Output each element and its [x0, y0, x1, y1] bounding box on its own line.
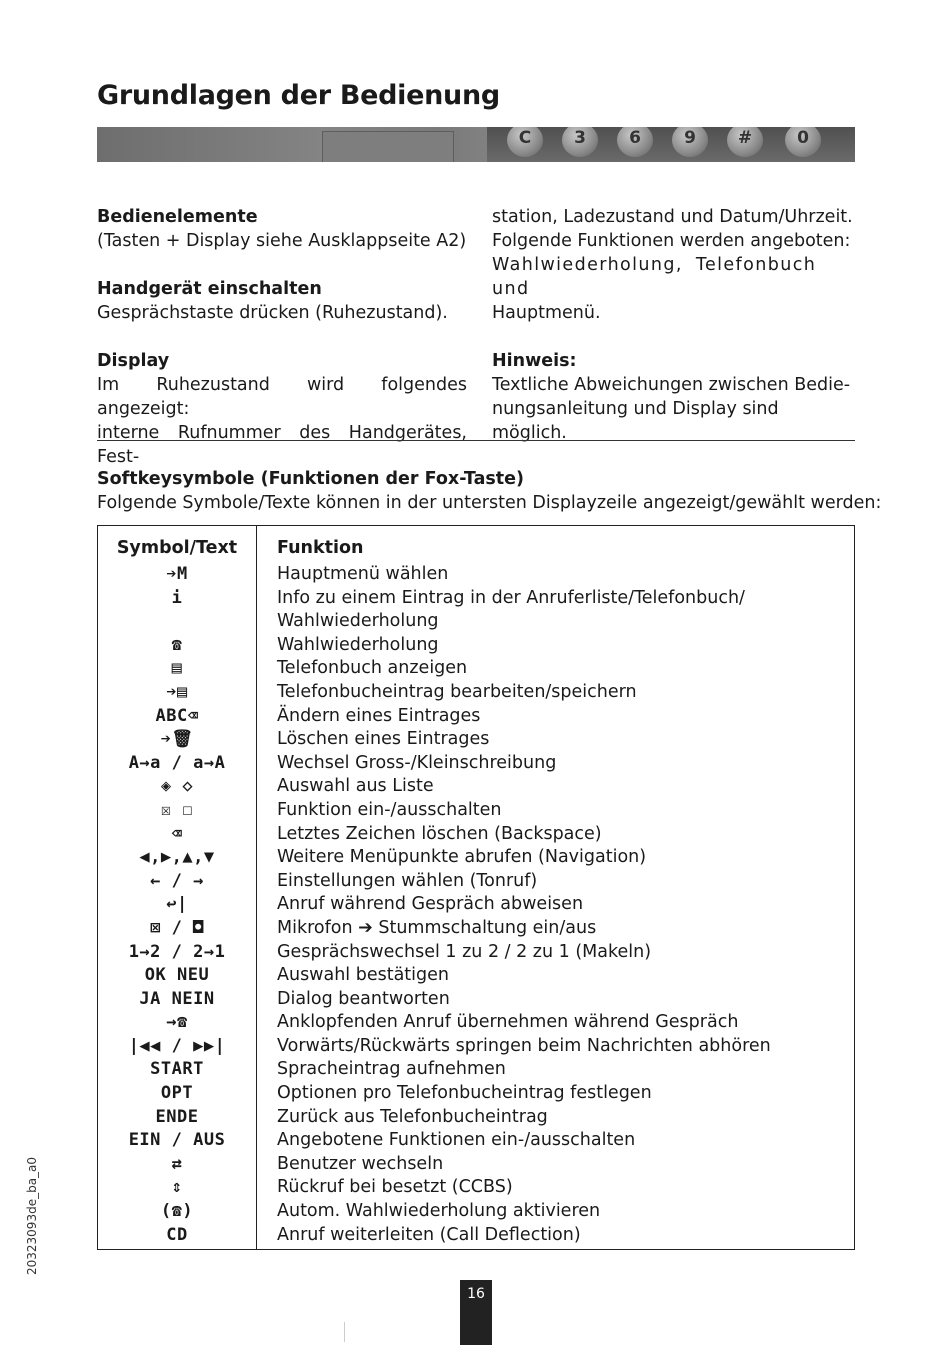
table-row [98, 657, 854, 681]
softkey-function: Autom. Wahlwiederholung aktivieren [277, 1201, 601, 1222]
softkey-function: Einstellungen wählen (Tonruf) [277, 870, 538, 891]
softkeys-title: Softkeysymbole (Funktionen der Fox-Taste) [97, 469, 525, 489]
softkey-function: Angebotene Funktionen ein-/ausschalten [277, 1130, 636, 1151]
softkey-function: Weitere Menüpunkte abrufen (Navigation) [277, 847, 647, 868]
phone-keypad-banner [97, 127, 855, 162]
table-row [98, 1106, 854, 1130]
table-row [98, 799, 854, 823]
softkey-function: Mikrofon ➔ Stummschaltung ein/aus [277, 917, 597, 938]
softkey-symbol: ◀,▶,▲,▼ [139, 847, 215, 868]
table-row [98, 917, 854, 941]
softkey-table [97, 525, 855, 1250]
text-display-line2: interne Rufnummer des Handgerätes, Fest- [97, 423, 467, 467]
softkey-function: Wechsel Gross-/Kleinschreibung [277, 752, 557, 773]
softkey-symbol: 1→2 / 2→1 [128, 941, 226, 962]
softkey-symbol: ☎ [171, 634, 183, 655]
softkey-symbol: JA NEIN [139, 988, 215, 1009]
softkey-symbol: EIN / AUS [128, 1130, 226, 1151]
softkey-function: Zurück aus Telefonbucheintrag [277, 1106, 548, 1127]
softkey-symbol: ⌫ [171, 823, 183, 844]
table-row [98, 1011, 854, 1035]
table-row [98, 893, 854, 917]
softkey-function: Letztes Zeichen löschen (Backspace) [277, 823, 602, 844]
softkey-function: Benutzer wechseln [277, 1153, 444, 1174]
softkey-symbol: ⇄ [171, 1153, 183, 1174]
text-einschalten: Gesprächstaste drücken (Ruhezustand). [97, 303, 448, 323]
keypad-key-0: 0 [785, 127, 821, 157]
table-body [98, 563, 854, 1247]
softkey-function: Optionen pro Telefonbucheintrag festlegen [277, 1083, 652, 1104]
text-display-cont-line2: Folgende Funktionen werden angeboten: [492, 231, 851, 251]
page-title: Grundlagen der Bedienung [97, 80, 500, 111]
softkey-function: Auswahl bestätigen [277, 965, 450, 986]
softkey-function: Funktion ein-/ausschalten [277, 799, 502, 820]
table-row [98, 705, 854, 729]
softkey-function: Anruf weiterleiten (Call Deflection) [277, 1224, 581, 1245]
softkey-function: Telefonbucheintrag bearbeiten/speichern [277, 681, 637, 702]
softkey-function: Rückruf bei besetzt (CCBS) [277, 1177, 513, 1198]
text-display-cont-line4: Hauptmenü. [492, 303, 601, 323]
table-row [98, 870, 854, 894]
table-row [98, 587, 854, 611]
softkeys-subtitle: Folgende Symbole/Texte können in der untersten Displayzeile angezeigt/gewählt werden: [97, 493, 882, 513]
softkey-function: Vorwärts/Rückwärts springen beim Nachrichten abhören [277, 1035, 771, 1056]
softkey-symbol: ↩| [166, 894, 188, 915]
softkey-symbol: ▤ [171, 658, 183, 679]
section-divider [97, 440, 855, 441]
table-row [98, 1200, 854, 1224]
table-row [98, 964, 854, 988]
heading-display: Display [97, 351, 170, 371]
softkey-symbol: (☎) [160, 1201, 194, 1222]
keypad-key-hash: # [727, 127, 763, 157]
softkey-function: Telefonbuch anzeigen [277, 658, 468, 679]
softkey-symbol: OK NEU [144, 965, 210, 986]
softkey-symbol: OPT [160, 1083, 194, 1104]
table-row [98, 1058, 854, 1082]
page-number: 16 [460, 1280, 492, 1345]
keypad-key-9: 9 [672, 127, 708, 157]
text-bedienelemente: (Tasten + Display siehe Ausklappseite A2) [97, 231, 467, 251]
softkey-symbol: →☎ [166, 1012, 188, 1033]
softkey-function: Hauptmenü wählen [277, 564, 449, 584]
text-display-line1: Im Ruhezustand wird folgendes angezeigt: [97, 375, 467, 419]
softkey-symbol: ENDE [155, 1106, 199, 1127]
table-row [98, 1082, 854, 1106]
column-header-symbol: Symbol/Text [116, 538, 238, 558]
table-row [98, 681, 854, 705]
softkey-function: Ändern eines Eintrages [277, 705, 481, 726]
table-row [98, 775, 854, 799]
softkey-function: Spracheintrag aufnehmen [277, 1059, 506, 1080]
softkey-symbol: |◀◀ / ▶▶| [128, 1035, 226, 1056]
table-row [98, 941, 854, 965]
table-row [98, 846, 854, 870]
softkey-symbol: CD [166, 1224, 188, 1245]
softkey-symbol: A→a / a→A [128, 752, 226, 773]
text-display-cont-line3: Wahlwiederholung, Telefonbuch und [492, 255, 817, 299]
softkey-function: Wahlwiederholung [277, 634, 439, 655]
softkey-function: Info zu einem Eintrag in der Anruferliste/Telefonbuch/ [277, 587, 745, 608]
table-row [98, 610, 854, 634]
table-row [98, 728, 854, 752]
softkey-symbol: START [150, 1059, 204, 1080]
heading-einschalten: Handgerät einschalten [97, 279, 322, 299]
document-code: 20323093de_ba_a0 [25, 1156, 39, 1275]
table-row [98, 1035, 854, 1059]
softkey-function: Anklopfenden Anruf übernehmen während Gespräch [277, 1012, 739, 1033]
right-column [492, 205, 855, 445]
table-row [98, 1153, 854, 1177]
left-column [97, 205, 467, 469]
softkey-symbol: ABC⌫ [155, 705, 199, 726]
text-display-cont-line1: station, Ladezustand und Datum/Uhrzeit. [492, 207, 853, 227]
table-row [98, 823, 854, 847]
softkey-function: Dialog beantworten [277, 988, 450, 1009]
keypad-key-c: C [507, 127, 543, 157]
table-row [98, 563, 854, 587]
softkey-symbol [98, 610, 256, 634]
softkey-symbol: ➔▤ [166, 681, 188, 702]
keypad-key-3: 3 [562, 127, 598, 157]
column-header-function: Funktion [277, 538, 364, 558]
softkey-function: Anruf während Gespräch abweisen [277, 894, 584, 915]
table-row [98, 752, 854, 776]
softkey-symbol: ➔M [166, 564, 188, 584]
heading-bedienelemente: Bedienelemente [97, 207, 258, 227]
phone-display-graphic [322, 131, 454, 162]
table-row [98, 1176, 854, 1200]
table-row [98, 1224, 854, 1248]
text-hinweis-line1: Textliche Abweichungen zwischen Bedie- [492, 375, 851, 395]
margin-mark [344, 1322, 345, 1342]
text-hinweis-line2: nungsanleitung und Display sind möglich. [492, 399, 779, 443]
keypad-key-6: 6 [617, 127, 653, 157]
softkey-symbol: ➔🗑 [160, 729, 194, 750]
softkey-function: Wahlwiederholung [277, 611, 439, 632]
softkey-symbol: ⊠ / ◘ [150, 917, 204, 938]
softkey-function: Löschen eines Eintrages [277, 729, 490, 750]
softkey-symbol: ⇕ [171, 1177, 183, 1198]
softkey-symbol: ☒ ☐ [160, 799, 194, 820]
softkey-symbol: i [171, 587, 183, 608]
heading-hinweis: Hinweis: [492, 351, 577, 371]
softkey-symbol: ← / → [150, 870, 204, 891]
softkey-function: Gesprächswechsel 1 zu 2 / 2 zu 1 (Makeln) [277, 941, 652, 962]
table-row [98, 634, 854, 658]
softkey-function: Auswahl aus Liste [277, 776, 434, 797]
softkey-symbol: ◈ ◇ [160, 776, 194, 797]
table-row [98, 1129, 854, 1153]
table-row [98, 988, 854, 1012]
